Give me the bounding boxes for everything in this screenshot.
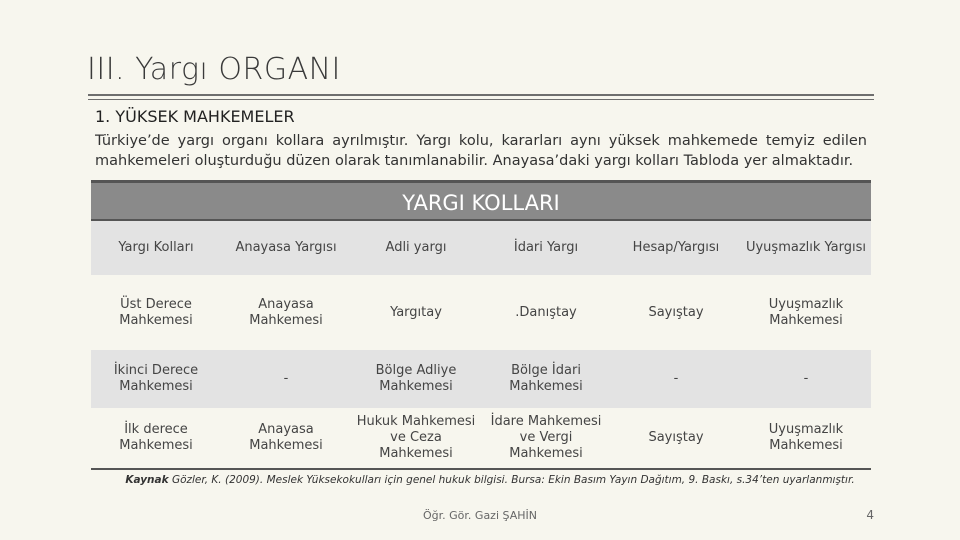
table-cell: İlk derece Mahkemesi [119,422,193,453]
table-cell: .Danıştay [515,304,577,320]
source-note [120,473,860,487]
table-cell: İdare Mahkemesi ve Vergi Mahkemesi [490,414,602,461]
table-title: YARGI KOLLARI [91,180,871,221]
table-cell: Sayıştay [648,430,704,445]
table-cell: Uyuşmazlık Mahkemesi [768,296,844,328]
table-row [91,408,871,468]
title-divider-thin [88,99,874,100]
table-cell: İkinci Derece Mahkemesi [113,363,199,394]
table-cell: Uyuşmazlık Mahkemesi [768,422,844,453]
yargi-kollari-table [91,180,871,470]
source-text: Gözler, K. (2009). Meslek Yüksekokulları için genel hukuk bilgisi. Bursa: Ekin Basım Yayın Dağıtım, 9. Baskı, s.34’ten uyarlanmıştır. [168,474,855,486]
title-divider [88,94,874,96]
page-number: 4 [866,508,874,522]
table-bottom-rule [91,468,871,470]
table-cell: Sayıştay [648,304,704,320]
table-cell: Anayasa Mahkemesi [249,296,323,328]
footer-author: Öğr. Gör. Gazi ŞAHİN [423,509,537,522]
table-cell: Yargıtay [390,304,442,320]
table-cell: Bölge İdari Mahkemesi [509,363,583,394]
table-cell: Anayasa Mahkemesi [249,422,323,453]
table-cell: Hesap/Yargısı [632,240,720,255]
table-row [91,275,871,350]
table-cell: Üst Derece Mahkemesi [119,296,193,328]
table-cell: - [283,371,289,386]
table-body [91,221,871,468]
table-cell: Anayasa Yargısı [235,240,337,255]
table-cell: Adli yargı [385,240,447,255]
table-cell: Yargı Kolları [118,240,194,255]
table-cell: Uyuşmazlık Yargısı [745,240,867,255]
table-cell: - [673,371,679,386]
table-cell: - [803,371,809,386]
table-cell: Bölge Adliye Mahkemesi [375,363,457,394]
slide-title: III. Yargı ORGANI [87,52,341,87]
table-cell: Hukuk Mahkemesi ve Ceza Mahkemesi [356,414,476,461]
source-label: Kaynak [125,474,169,486]
table-cell: İdari Yargı [513,240,579,255]
table-row [91,350,871,408]
intro-paragraph: Türkiye’de yargı organı kollara ayrılmıştır. Yargı kolu, kararları aynı yüksek mahkemede temyiz edilen mahkemeleri oluşturduğu düzen olarak tanımlanabilir. Anayasa’daki yargı kolları Tabloda yer almaktadır. [95,133,867,169]
table-row [91,221,871,275]
section-heading: 1. YÜKSEK MAHKEMELER [95,107,295,126]
